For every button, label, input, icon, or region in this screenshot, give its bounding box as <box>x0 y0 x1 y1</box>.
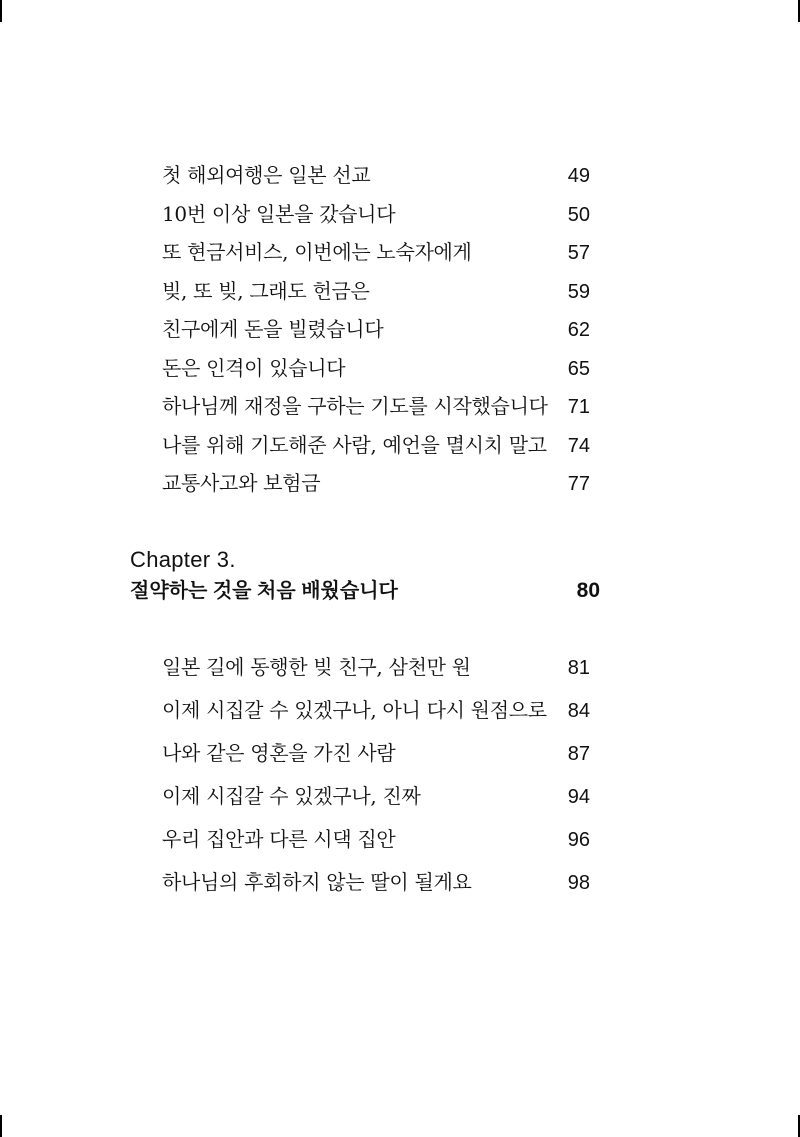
chapter-title-row <box>130 575 600 607</box>
toc-entry <box>162 732 590 775</box>
toc-entry <box>162 464 590 503</box>
toc-entry <box>162 156 590 195</box>
toc-entry <box>162 272 590 311</box>
toc-entry <box>162 775 590 818</box>
toc-entry <box>162 310 590 349</box>
toc-entry-page: 87 <box>567 743 590 765</box>
toc-entry-title: 이제 시집갈 수 있겠구나, 아니 다시 원점으로 <box>162 698 547 722</box>
crop-mark-top-left <box>0 0 2 22</box>
toc-entry-page: 77 <box>567 473 590 495</box>
toc-entry-title: 또 현금서비스, 이번에는 노숙자에게 <box>162 240 472 264</box>
toc-entry <box>162 426 590 465</box>
toc-entry <box>162 349 590 388</box>
toc-entry-page: 98 <box>567 872 590 894</box>
toc-entry <box>162 233 590 272</box>
toc-section-2 <box>162 646 590 904</box>
toc-entry-page: 96 <box>567 829 590 851</box>
toc-entry <box>162 861 590 904</box>
toc-entry-title: 이제 시집갈 수 있겠구나, 진짜 <box>162 784 421 808</box>
toc-entry-title: 나와 같은 영혼을 가진 사람 <box>162 741 396 765</box>
crop-mark-bottom-left <box>0 1115 2 1137</box>
toc-entry-page: 50 <box>567 203 590 226</box>
toc-entry-page: 84 <box>567 700 590 722</box>
toc-entry-page: 74 <box>567 434 590 457</box>
toc-entry <box>162 195 590 234</box>
toc-entry <box>162 387 590 426</box>
toc-entry-title: 교통사고와 보험금 <box>162 471 321 495</box>
toc-entry <box>162 689 590 732</box>
chapter-heading <box>130 545 600 607</box>
toc-entry <box>162 818 590 861</box>
toc-entry-title: 일본 길에 동행한 빚 친구, 삼천만 원 <box>162 655 471 679</box>
toc-entry-title: 하나님의 후회하지 않는 딸이 될게요 <box>162 870 472 894</box>
toc-entry-page: 62 <box>567 319 590 341</box>
toc-entry-title: 친구에게 돈을 빌렸습니다 <box>162 317 384 341</box>
toc-section-1 <box>162 156 590 503</box>
toc-entry-page: 94 <box>567 786 590 808</box>
toc-entry-title: 우리 집안과 다른 시댁 집안 <box>162 827 396 851</box>
toc-entry-page: 71 <box>567 396 590 418</box>
toc-entry <box>162 646 590 689</box>
toc-entry-title: 하나님께 재정을 구하는 기도를 시작했습니다 <box>162 394 548 418</box>
toc-entry-title: 10번 이상 일본을 갔습니다 <box>162 201 396 226</box>
toc-entry-title: 나를 위해 기도해준 사람, 예언을 멸시치 말고 <box>162 432 547 457</box>
toc-entry-title: 빚, 또 빚, 그래도 헌금은 <box>162 278 370 303</box>
chapter-title: 절약하는 것을 처음 배웠습니다 <box>130 580 398 602</box>
toc-entry-title: 첫 해외여행은 일본 선교 <box>162 163 371 187</box>
toc-entry-page: 65 <box>567 357 590 380</box>
toc-entry-page: 57 <box>567 242 590 264</box>
toc-entry-title: 돈은 인격이 있습니다 <box>162 355 346 380</box>
chapter-page: 80 <box>576 579 600 602</box>
toc-entry-page: 59 <box>567 280 590 303</box>
toc-entry-page: 49 <box>567 165 590 187</box>
chapter-label: Chapter 3. <box>130 547 236 572</box>
toc-entry-page: 81 <box>567 657 590 679</box>
